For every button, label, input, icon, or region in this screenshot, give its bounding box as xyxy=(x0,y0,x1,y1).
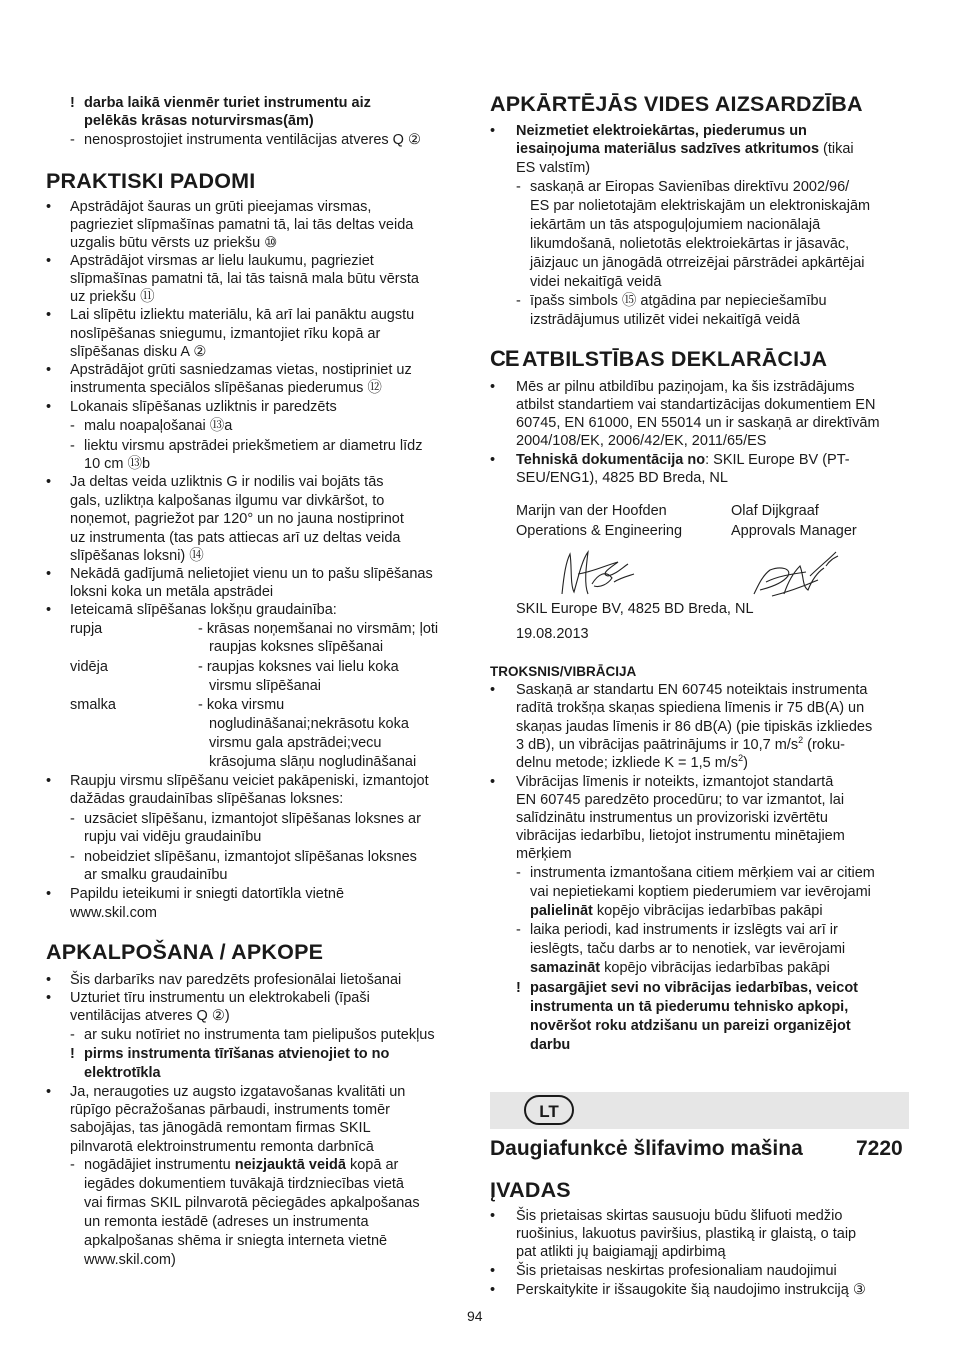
bullet: • xyxy=(46,886,52,902)
bullet: • xyxy=(490,1208,496,1224)
list-item: Apstrādājot šauras un grūti pieejamas virsmas, xyxy=(70,199,372,215)
section-heading: PRAKTISKI PADOMI xyxy=(46,169,256,193)
subsection-heading: TROKSNIS/VIBRĀCIJA xyxy=(490,664,637,679)
list-item: salīdzinātu instrumentus un provizoriski izvērtētu xyxy=(516,810,828,826)
page-number: 94 xyxy=(467,1308,483,1324)
list-item: skaņas jaudas līmenis ir 86 dB(A) (pie tipiskās izkliedes xyxy=(516,719,873,735)
grit-desc: virsmu gala apstrādei;vecu xyxy=(209,735,382,751)
list-item: jāizjauc un jānogādā otrreizējai pārstrādei apkārtējai xyxy=(530,255,865,271)
list-item: radītā trokšņa skaņas spiediena līmenis ir 75 dB(A) un xyxy=(516,700,865,716)
list-item: slīpmašīnas pamatni tā, lai tās taisnā mala būtu vērsta xyxy=(70,271,419,287)
list-item: saskaņā ar Eiropas Savienības direktīvu 2002/96/ xyxy=(530,179,850,195)
dash-marker: - xyxy=(516,179,521,195)
grit-desc: - koka virsmu xyxy=(198,697,285,713)
section-heading: ĮVADAS xyxy=(490,1178,571,1202)
bullet: • xyxy=(46,474,52,490)
list-item: SEU/ENG1), 4825 BD Breda, NL xyxy=(516,470,728,486)
list-item: ar smalku graudainību xyxy=(84,867,228,883)
list-item: noņemot, pagriežot par 120° un no jauna nostiprinot xyxy=(70,511,404,527)
list-item: Nekādā gadījumā nelietojiet vienu un to pašu slīpēšanas xyxy=(70,566,433,582)
list-item: Papildu ieteikumi ir sniegti datortīkla vietnē xyxy=(70,886,345,902)
list-item: Neizmetiet elektroiekārtas, piederumus un xyxy=(516,123,807,139)
section-heading: APKALPOŠANA / APKOPE xyxy=(46,940,324,964)
list-item: Lai slīpētu izliektu materiālu, kā arī lai panāktu augstu xyxy=(70,307,415,323)
bullet: • xyxy=(46,972,52,988)
dash-marker: - xyxy=(70,849,75,865)
warning-text: darbu xyxy=(530,1037,571,1053)
list-item: noslīpēšanas sniegumu, izmantojiet rīku kopā ar xyxy=(70,326,381,342)
list-item: slīpēšanas loksni) ⑭ xyxy=(70,548,204,564)
dash-marker: - xyxy=(516,922,521,938)
list-item: malu noapaļošanai ⑬a xyxy=(84,418,233,434)
list-item: un remonta iestādē (adreses un instrumenta xyxy=(84,1214,369,1230)
list-item: pat atlikti jų baigiamąjį apdirbimą xyxy=(516,1244,726,1260)
list-item: nenosprostojiet instrumenta ventilācijas atveres Q ② xyxy=(84,132,421,148)
bullet: • xyxy=(46,253,52,269)
list-item: nobeidziet slīpēšanu, izmantojot slīpēšanas loksnes xyxy=(84,849,417,865)
list-item: vibrācijas iedarbību, lietojot instrumentu minētajiem xyxy=(516,828,845,844)
list-item: Raupju virsmu slīpēšanu veiciet pakāpeniski, izmantojot xyxy=(70,773,429,789)
product-title: Daugiafunkcė šlifavimo mašina xyxy=(490,1137,803,1160)
list-item: rūpīgo pēcražošanas pārbaudi, instruments tomēr xyxy=(70,1102,390,1118)
dash-marker: - xyxy=(70,1157,75,1173)
warning-text: novēršot roku atdzišanu un pareizi organizējot xyxy=(530,1018,851,1034)
warning-text: instrumenta un tā piederumu tehnisko apkopi, xyxy=(530,999,849,1015)
list-item: Tehniskā dokumentācija no: SKIL Europe BV (PT- xyxy=(516,452,850,468)
grit-label: rupja xyxy=(70,621,103,637)
language-band xyxy=(490,1092,909,1129)
grit-desc: raupjas koksnes slīpēšanai xyxy=(209,639,384,655)
list-item: liektu virsmu apstrādei priekšmetiem ar diametru līdz xyxy=(84,438,423,454)
signature-image xyxy=(748,546,842,602)
bullet: • xyxy=(46,1084,52,1100)
list-item: uzgalis būtu vērsts uz priekšu ⑩ xyxy=(70,235,278,251)
signer-role: Approvals Manager xyxy=(731,523,857,539)
signer-name: Olaf Dijkgraaf xyxy=(731,503,819,519)
list-item: iekārtām un tās atspoguļojumiem nacionālajā xyxy=(530,217,821,233)
grit-label: smalka xyxy=(70,697,116,713)
warning-text: darba laikā vienmēr turiet instrumentu aiz xyxy=(84,95,371,111)
warning-mark: ! xyxy=(70,95,75,111)
warning-text: pasargājiet sevi no vibrācijas iedarbības, veicot xyxy=(530,980,859,996)
list-item: Šis darbarīks nav paredzēts profesionālai lietošanai xyxy=(70,972,402,988)
list-item: rupju vai vidēju graudainību xyxy=(84,829,262,845)
dash-marker: - xyxy=(70,811,75,827)
list-item: 2004/108/EK, 2006/42/EK, 2011/65/ES xyxy=(516,433,767,449)
grit-desc: krāsojuma slāņu nogludināšanai xyxy=(209,754,417,770)
list-item: uzsāciet slīpēšanu, izmantojot slīpēšanas loksnes ar xyxy=(84,811,421,827)
grit-label: vidēja xyxy=(70,659,108,675)
bullet: • xyxy=(490,452,496,468)
list-item: ruošinius, lakuotus paviršius, plastiką ir glaistą, o taip xyxy=(516,1226,857,1242)
dash-marker: - xyxy=(516,293,521,309)
bullet: • xyxy=(490,682,496,698)
bullet: • xyxy=(46,199,52,215)
grit-desc: - krāsas noņemšanai no virsmām; ļoti xyxy=(198,621,439,637)
list-item: vai firmas SKIL pilnvarotā pēciegādes apkalpošanas xyxy=(84,1195,420,1211)
ce-mark-icon: CE xyxy=(490,346,519,371)
signature-image xyxy=(548,544,638,602)
list-item: likumdošanā, nolietotās elektroiekārtas ir jāsavāc, xyxy=(530,236,850,252)
company-address: SKIL Europe BV, 4825 BD Breda, NL xyxy=(516,601,754,617)
signer-role: Operations & Engineering xyxy=(516,523,683,539)
list-item: EN 60745 paredzēto procedūru; to var izmantot, lai xyxy=(516,792,845,808)
list-item: iesaiņojuma materiālus sadzīves atkritumos (tikai xyxy=(516,141,854,157)
list-item: slīpēšanas disku A ② xyxy=(70,344,207,360)
list-item: Ieteicamā slīpēšanas lokšņu graudainība: xyxy=(70,602,337,618)
warning-text: pirms instrumenta tīrīšanas atvienojiet to no xyxy=(84,1046,390,1062)
warning-text: pelēkās krāsas noturvirsmas(ām) xyxy=(84,113,314,129)
list-item: uz priekšu ⑪ xyxy=(70,289,155,305)
bullet: • xyxy=(490,379,496,395)
section-heading: APKĀRTĒJĀS VIDES AIZSARDZĪBA xyxy=(490,92,863,116)
website-link: www.skil.com) xyxy=(84,1252,176,1268)
list-item: dažādas graudainības slīpēšanas loksnes: xyxy=(70,791,344,807)
list-item: samazināt kopējo vibrācijas iedarbības pakāpi xyxy=(530,960,830,976)
list-item: laika periodi, kad instruments ir izslēgts vai arī ir xyxy=(530,922,838,938)
list-item: delnu metode; izkliede K = 1,5 $m/s^2$) xyxy=(516,753,748,771)
list-item: ES valstīm) xyxy=(516,160,591,176)
list-item: apkalpošanas shēma ir sniegta interneta vietnē xyxy=(84,1233,388,1249)
list-item: mērķiem xyxy=(516,846,572,862)
list-item: gals, uzliktņa kalpošanas ilgumu var divkāršot, to xyxy=(70,493,385,509)
signer-name: Marijn van der Hoofden xyxy=(516,503,667,519)
list-item: Uzturiet tīru instrumentu un elektrokabeli (īpaši xyxy=(70,990,370,1006)
product-number: 7220 xyxy=(856,1137,903,1160)
dash-marker: - xyxy=(70,132,75,148)
list-item: Vibrācijas līmenis ir noteikts, izmantojot standartā xyxy=(516,774,834,790)
list-item: iegādes dokumentiem tuvākajā tirdzniecības vietā xyxy=(84,1176,404,1192)
list-item: Šis prietaisas neskirtas profesionaliam naudojimui xyxy=(516,1263,837,1279)
list-item: izstrādājumus utilizēt videi nekaitīgā veidā xyxy=(530,312,800,328)
list-item: Apstrādājot grūti sasniedzamas vietas, nostipriniet uz xyxy=(70,362,412,378)
list-item: instrumenta izmantošana citiem mērķiem vai ar citiem xyxy=(530,865,875,881)
bullet: • xyxy=(46,773,52,789)
list-item: 10 cm ⑬b xyxy=(84,456,151,472)
declaration-date: 19.08.2013 xyxy=(516,626,589,642)
language-badge: LT xyxy=(524,1095,574,1125)
grit-desc: nogludināšanai;nekrāsotu koka xyxy=(209,716,409,732)
list-item: instrumenta speciālos slīpēšanas piederumus ⑫ xyxy=(70,380,382,396)
list-item: pagrieziet slīpmašīnas pamatni tā, lai tās deltas veida xyxy=(70,217,414,233)
list-item: ES par nolietotajām elektriskajām un elektroniskajām xyxy=(530,198,871,214)
bullet: • xyxy=(490,774,496,790)
list-item: 3 dB), un vibrācijas paātrinājums ir 10,7 $m/s^2$ (roku- xyxy=(516,735,845,753)
list-item: pilnvarotā elektroinstrumentu remonta darbnīcā xyxy=(70,1139,374,1155)
website-link: www.skil.com xyxy=(70,905,158,921)
list-item: nogādājiet instrumentu neizjauktā veidā kopā ar xyxy=(84,1157,399,1173)
bullet: • xyxy=(46,362,52,378)
dash-marker: - xyxy=(70,438,75,454)
list-item: īpašs simbols ⑮ atgādina par nepieciešamību xyxy=(530,293,827,309)
bullet: • xyxy=(490,1263,496,1279)
bullet: • xyxy=(46,602,52,618)
list-item: Ja deltas veida uzliktnis G ir nodilis vai bojāts tās xyxy=(70,474,384,490)
section-heading: ATBILSTĪBAS DEKLARĀCIJA xyxy=(522,347,828,371)
list-item: Apstrādājot virsmas ar lielu laukumu, pagrieziet xyxy=(70,253,374,269)
list-item: 60745, EN 61000, EN 55014 un ir saskaņā ar direktīvām xyxy=(516,415,880,431)
list-item: Lokanais slīpēšanas uzliktnis ir paredzēts xyxy=(70,399,337,415)
list-item: Ja, neraugoties uz augsto izgatavošanas kvalitāti un xyxy=(70,1084,406,1100)
warning-mark: ! xyxy=(70,1046,75,1062)
list-item: ventilācijas atveres Q ②) xyxy=(70,1008,230,1024)
bullet: • xyxy=(46,566,52,582)
list-item: Saskaņā ar standartu EN 60745 noteiktais instrumenta xyxy=(516,682,868,698)
list-item: ar suku notīriet no instrumenta tam pielipušos putekļus xyxy=(84,1027,435,1043)
list-item: palielināt kopējo vibrācijas iedarbības pakāpi xyxy=(530,903,823,919)
list-item: Šis prietaisas skirtas sausuoju būdu šlifuoti medžio xyxy=(516,1208,843,1224)
list-item: uz instrumenta (tas pats attiecas arī uz deltas veida xyxy=(70,530,401,546)
dash-marker: - xyxy=(516,865,521,881)
list-item: vai nepietiekami koptiem piederumiem var ievērojami xyxy=(530,884,871,900)
warning-text: elektrotīkla xyxy=(84,1065,161,1081)
bullet: • xyxy=(490,123,496,139)
bullet: • xyxy=(46,307,52,323)
bullet: • xyxy=(490,1282,496,1298)
list-item: sabojājas, tas jānogādā remontam firmas SKIL xyxy=(70,1120,371,1136)
warning-mark: ! xyxy=(516,980,521,996)
dash-marker: - xyxy=(70,1027,75,1043)
grit-desc: virsmu slīpēšanai xyxy=(209,678,322,694)
list-item: ieslēgts, taču darbs ar to nenotiek, var ievērojami xyxy=(530,941,846,957)
list-item: atbilst standartiem vai standartizācijas dokumentiem EN xyxy=(516,397,876,413)
list-item: Mēs ar pilnu atbildību paziņojam, ka šis izstrādājums xyxy=(516,379,855,395)
list-item: videi nekaitīgā veidā xyxy=(530,274,662,290)
list-item: loksni koka un metāla apstrādei xyxy=(70,584,274,600)
bullet: • xyxy=(46,399,52,415)
bullet: • xyxy=(46,990,52,1006)
list-item: Perskaitykite ir išsaugokite šią naudojimo instrukciją ③ xyxy=(516,1282,866,1298)
grit-desc: - raupjas koksnes vai lielu koka xyxy=(198,659,399,675)
dash-marker: - xyxy=(70,418,75,434)
